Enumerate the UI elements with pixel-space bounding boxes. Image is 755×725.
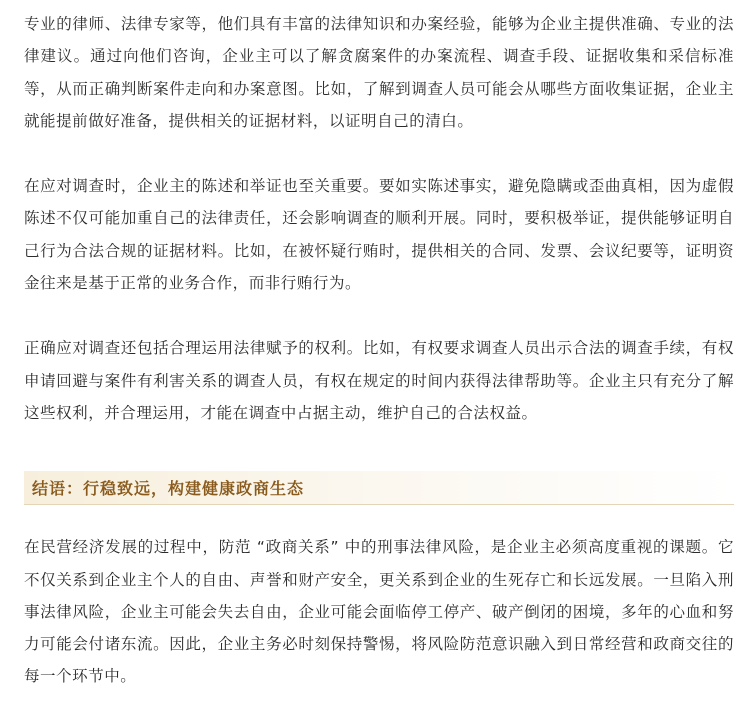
section-heading-text: 结语：行稳致远，构建健康政商生态	[32, 479, 305, 499]
article-body	[24, 0, 734, 693]
paragraph-legal-rights: 正确应对调查还包括合理运用法律赋予的权利。比如，有权要求调查人员出示合法的调查手续，有权申请回避与案件有利害关系的调查人员，有权在规定的时间内获得法律帮助等。企业主只有充分了解这些权利，并合理运用，才能在调查中占据主动，维护自己的合法权益。	[24, 339, 734, 422]
paragraph-statements-evidence: 在应对调查时，企业主的陈述和举证也至关重要。要如实陈述事实，避免隐瞒或歪曲真相，因为虚假陈述不仅可能加重自己的法律责任，还会影响调查的顺利开展。同时，要积极举证，提供能够证明自己行为合法合规的证据材料。比如，在被怀疑行贿时，提供相关的合同、发票、会议纪要等，证明资金往来是基于正常的业务合作，而非行贿行为。	[24, 177, 734, 293]
section-heading-conclusion	[24, 471, 734, 505]
paragraph-legal-advice: 专业的律师、法律专家等，他们具有丰富的法律知识和办案经验，能够为企业主提供准确、专业的法律建议。通过向他们咨询，企业主可以了解贪腐案件的办案流程、调查手段、证据收集和采信标准等，从而正确判断案件走向和办案意图。比如，了解到调查人员可能会从哪些方面收集证据，企业主就能提前做好准备，提供相关的证据材料，以证明自己的清白。	[24, 15, 734, 130]
paragraph-conclusion: 在民营经济发展的过程中，防范 “政商关系” 中的刑事法律风险，是企业主必须高度重视的课题。它不仅关系到企业主个人的自由、声誉和财产安全，更关系到企业的生死存亡和长远发展。一旦陷入刑事法律风险，企业主可能会失去自由，企业可能会面临停工停产、破产倒闭的困境，多年的心血和努力可能会付诸东流。因此，企业主务必时刻保持警惕，将风险防范意识融入到日常经营和政商交往的每一个环节中。	[24, 538, 734, 686]
